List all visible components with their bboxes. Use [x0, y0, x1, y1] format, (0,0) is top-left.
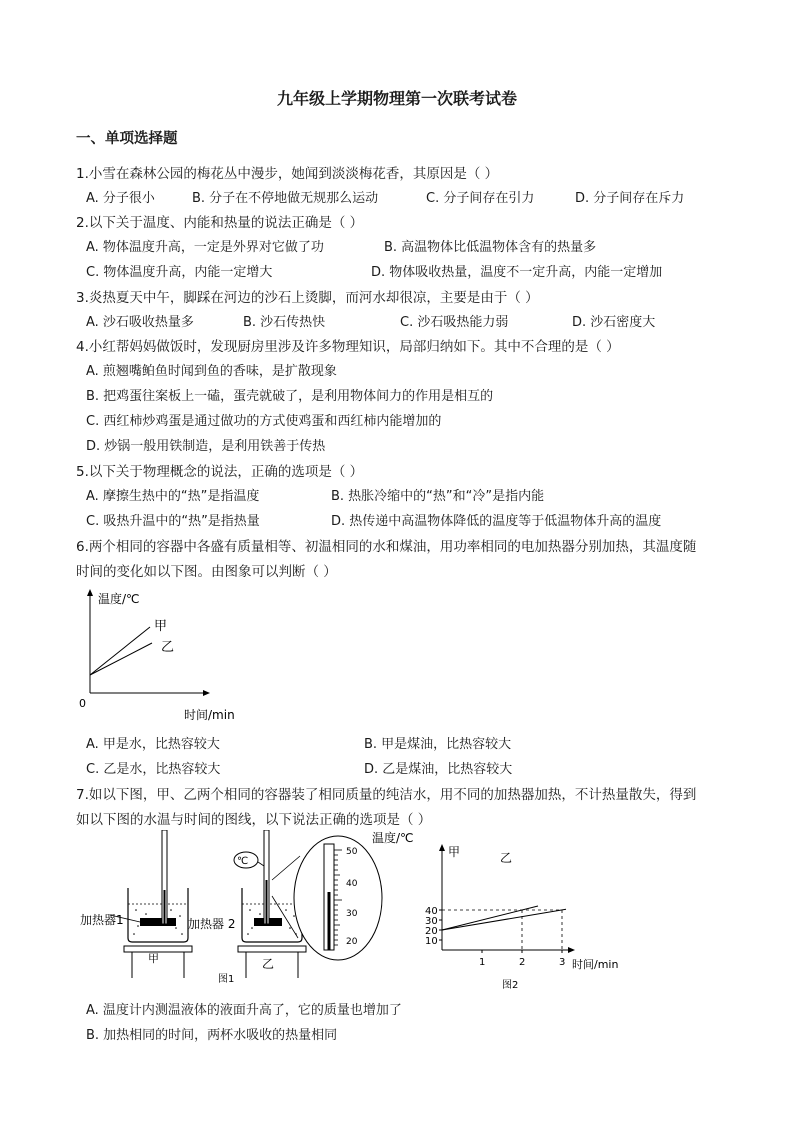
figure-6-graph [74, 585, 254, 725]
heater-1-coil [140, 918, 176, 926]
q4-option-b[interactable]: B. 把鸡蛋往案板上一磕，蛋壳就破了，是利用物体间力的作用是相互的 [86, 389, 494, 404]
figure-1-caption: 图1 [218, 974, 235, 985]
chart-xlabel: 时间/min [572, 958, 619, 971]
page-title: 九年级上学期物理第一次联考试卷 [276, 89, 517, 108]
section-heading: 一、单项选择题 [76, 131, 178, 147]
scale-tick-50: 50 [346, 847, 358, 857]
q3-option-d[interactable]: D. 沙石密度大 [572, 315, 656, 330]
q6-option-c[interactable]: C. 乙是水，比热容较大 [86, 762, 221, 777]
q4-option-a[interactable]: A. 煎翘嘴鲌鱼时闻到鱼的香味，是扩散现象 [86, 364, 337, 379]
q5-option-d[interactable]: D. 热传递中高温物体降低的温度等于低温物体升高的温度 [331, 514, 662, 529]
x-axis-arrow [203, 690, 210, 696]
heater-2-label: 加热器 2 [188, 917, 236, 931]
q5-option-c[interactable]: C. 吸热升温中的“热”是指热量 [86, 514, 260, 529]
figure-7-chart [366, 830, 636, 990]
line-yi-label: 乙 [161, 640, 175, 655]
y-tick-label-20: 20 [425, 926, 438, 937]
q2-option-c[interactable]: C. 物体温度升高，内能一定增大 [86, 265, 273, 280]
q1-option-a[interactable]: A. 分子很小 [86, 191, 155, 206]
question-2-stem: 2.以下关于温度、内能和热量的说法正确是（ ） [76, 215, 364, 231]
chart-ylabel: 温度/℃ [372, 831, 414, 845]
q5-option-a[interactable]: A. 摩擦生热中的“热”是指温度 [86, 489, 260, 504]
chart-series-yi-label: 乙 [500, 851, 513, 865]
q1-option-b[interactable]: B. 分子在不停地做无规那么运动 [192, 191, 379, 206]
cup-jia-label: 甲 [148, 952, 159, 965]
line-jia-label: 甲 [154, 619, 168, 634]
series-jia-line [442, 906, 538, 930]
q3-option-b[interactable]: B. 沙石传热快 [243, 315, 326, 330]
q7-option-b[interactable]: B. 加热相同的时间，两杯水吸收的热量相同 [86, 1028, 338, 1043]
q3-option-c[interactable]: C. 沙石吸热能力弱 [400, 315, 509, 330]
series-yi-line [442, 909, 566, 930]
y-axis-arrow [87, 589, 93, 596]
question-6-stem-cont: 时间的变化如以下图。由图象可以判断（ ） [76, 564, 337, 580]
q4-option-d[interactable]: D. 炒锅一般用铁制造，是利用铁善于传热 [86, 439, 326, 454]
q6-option-b[interactable]: B. 甲是煤油，比热容较大 [364, 737, 512, 752]
q6-option-a[interactable]: A. 甲是水，比热容较大 [86, 737, 220, 752]
q6-option-d[interactable]: D. 乙是煤油，比热容较大 [364, 762, 513, 777]
unit-badge-label: ℃ [237, 856, 249, 867]
scale-tick-40: 40 [346, 879, 358, 889]
x-tick-label-3: 3 [559, 957, 566, 968]
question-7-stem-cont: 如以下图的水温与时间的图线，以下说法正确的选项是（ ） [76, 812, 432, 828]
q2-option-d[interactable]: D. 物体吸收热量，温度不一定升高，内能一定增加 [371, 265, 663, 280]
origin-label: 0 [79, 697, 86, 710]
q2-option-a[interactable]: A. 物体温度升高，一定是外界对它做了功 [86, 240, 324, 255]
y-axis-label: 温度/℃ [98, 592, 140, 606]
line-yi [90, 643, 152, 675]
chart-x-arrow [568, 947, 575, 953]
q4-option-c[interactable]: C. 西红柿炒鸡蛋是通过做功的方式使鸡蛋和西红柿内能增加的 [86, 414, 442, 429]
x-axis-label: 时间/min [184, 708, 235, 722]
heater-1-label: 加热器1 [80, 913, 124, 927]
q1-option-d[interactable]: D. 分子间存在斥力 [575, 191, 685, 206]
y-tick-label-10: 10 [425, 936, 438, 947]
question-7-stem: 7.如以下图，甲、乙两个相同的容器装了相同质量的纯洁水，用不同的加热器加热，不计热量散失，得到 [76, 787, 697, 803]
question-6-stem: 6.两个相同的容器中各盛有质量相等、初温相同的水和煤油，用功率相同的电加热器分别加热，其温度随 [76, 539, 697, 555]
y-tick-label-30: 30 [425, 916, 438, 927]
x-tick-label-2: 2 [519, 957, 526, 968]
q5-option-b[interactable]: B. 热胀冷缩中的“热”和“冷”是指内能 [331, 489, 545, 504]
question-5-stem: 5.以下关于物理概念的说法，正确的选项是（ ） [76, 464, 364, 480]
scale-tick-30: 30 [346, 909, 358, 919]
question-3-stem: 3.炎热夏天中午，脚踩在河边的沙石上烫脚，而河水却很凉，主要是由于（ ） [76, 290, 539, 306]
q1-option-c[interactable]: C. 分子间存在引力 [426, 191, 535, 206]
q7-option-a[interactable]: A. 温度计内测温液体的液面升高了，它的质量也增加了 [86, 1003, 402, 1018]
figure-2-caption: 图2 [502, 980, 519, 990]
question-1-stem: 1.小雪在森林公园的梅花丛中漫步，她闻到淡淡梅花香，其原因是（ ） [76, 166, 499, 182]
q2-option-b[interactable]: B. 高温物体比低温物体含有的热量多 [384, 240, 597, 255]
scale-tick-20: 20 [346, 937, 358, 947]
y-tick-label-40: 40 [425, 906, 438, 917]
cup-yi-label: 乙 [262, 957, 275, 971]
chart-series-jia-label: 甲 [448, 845, 461, 859]
x-tick-label-1: 1 [479, 957, 486, 968]
q3-option-a[interactable]: A. 沙石吸收热量多 [86, 315, 194, 330]
question-4-stem: 4.小红帮妈妈做饭时，发现厨房里涉及许多物理知识，局部归纳如下。其中不合理的是（ ） [76, 339, 620, 355]
line-jia [90, 627, 150, 675]
chart-y-arrow [439, 844, 445, 851]
